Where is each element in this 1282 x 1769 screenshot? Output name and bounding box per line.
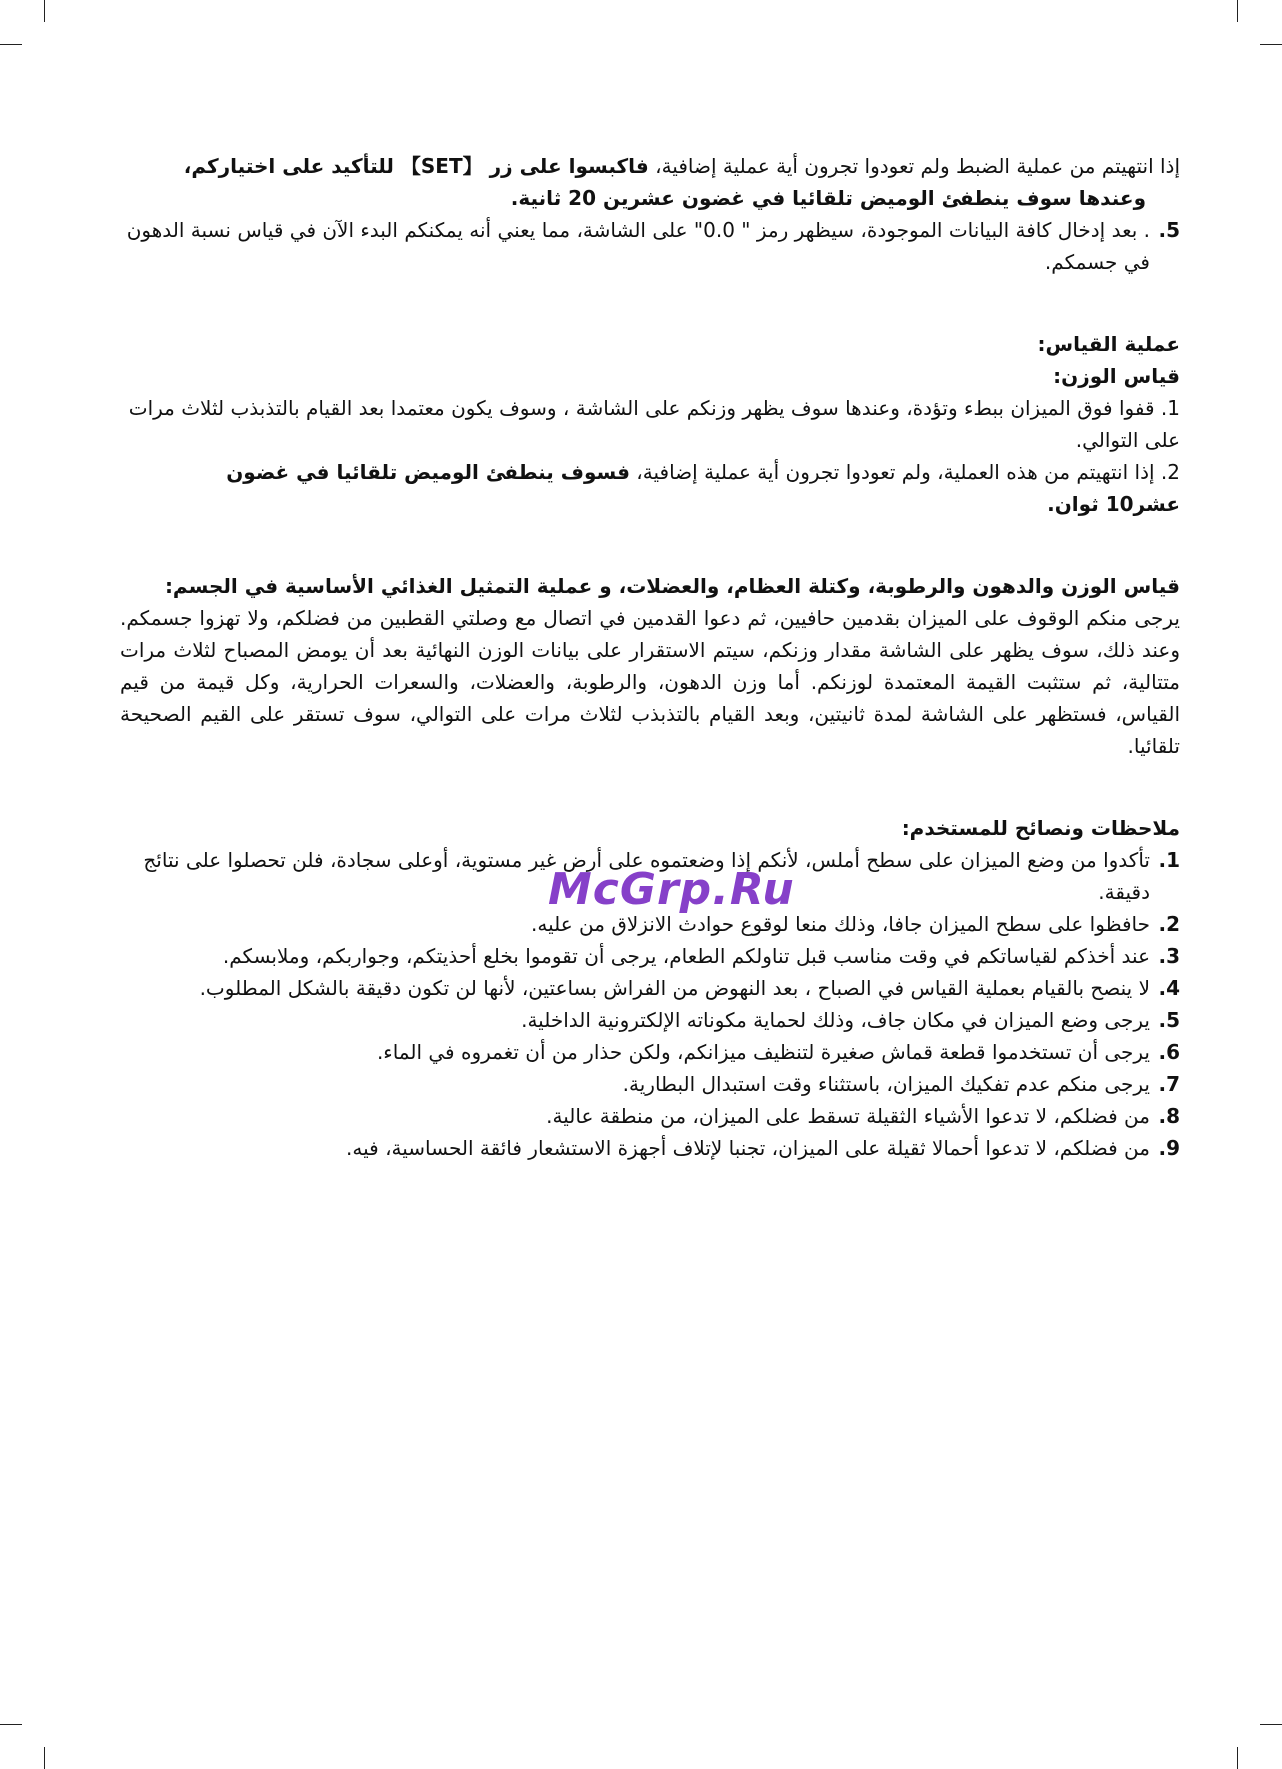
item-text-bold: فسوف ينطفئ الوميض تلقائيا في غضون عشر10 ثوان. — [226, 460, 1180, 516]
item-number: 4. — [1158, 976, 1180, 1000]
item-number: 2. — [1158, 912, 1180, 936]
crop-mark-top-right-h — [1260, 44, 1282, 45]
item-number: 6. — [1158, 1040, 1180, 1064]
crop-mark-bottom-right — [1237, 1747, 1238, 1769]
list-item — [120, 1004, 1180, 1036]
list-item — [120, 1036, 1180, 1068]
item-number: 8. — [1158, 1104, 1180, 1128]
body-composition-paragraph: يرجى منكم الوقوف على الميزان بقدمين حافيين، ثم دعوا القدمين في اتصال مع وصلتي القطبين من فضلكم، ولا تهزوا جسمكم. وعند ذلك، سوف يظهر على الشاشة مقدار وزنكم، سيتم الاستقرار على بيانات الوزن النهائية بعد أن يومض المصباح لثلاث مرات متتالية، ثم ستثبت القيمة المعتمدة لوزنكم. أما وزن الدهون، والرطوبة، والعضلات، والسعرات الحرارية، وكل قيمة من قيم القياس، فستظهر على الشاشة لمدة ثانيتين، وبعد القيام بالتذبذب لثلاث مرات على التوالي، سوف تستقر على القيم الصحيحة تلقائيا. — [120, 606, 1180, 758]
item-text: قفوا فوق الميزان ببطء وتؤدة، وعندها سوف يظهر وزنكم على الشاشة ، وسوف يكون معتمدا بعد القيام بالتذبذب لثلاث مرات على التوالي. — [128, 396, 1180, 452]
set-confirm-bold: فاكبسوا على زر 【SET】 للتأكيد على اختياركم، — [183, 154, 649, 178]
item-text: لا ينصح بالقيام بعملية القياس في الصباح ، بعد النهوض من الفراش بساعتين، لأنها لن تكون دقيقة بالشكل المطلوب. — [199, 976, 1150, 1000]
weight-subheading: قياس الوزن: — [1053, 364, 1180, 388]
list-item — [120, 1100, 1180, 1132]
list-item — [120, 1068, 1180, 1100]
item-number: 5. — [1158, 1008, 1180, 1032]
crop-mark-top-left-h — [0, 44, 22, 45]
list-item — [120, 972, 1180, 1004]
body-composition-heading: قياس الوزن والدهون والرطوبة، وكتلة العظام، والعضلات، و عملية التمثيل الغذائي الأساسية في الجسم: — [164, 574, 1180, 598]
crop-mark-bottom-left — [44, 1747, 45, 1769]
crop-mark-bottom-left-h — [0, 1724, 22, 1725]
list-item — [120, 940, 1180, 972]
item-number: 9. — [1158, 1136, 1180, 1160]
notes-heading: ملاحظات ونصائح للمستخدم: — [901, 816, 1180, 840]
item-number: 1. — [1160, 396, 1180, 420]
item-text: من فضلكم، لا تدعوا الأشياء الثقيلة تسقط على الميزان، من منطقة عالية. — [546, 1104, 1150, 1128]
item-number: 5. — [1158, 218, 1180, 242]
set-confirm-paragraph: إذا انتهيتم من عملية الضبط ولم تعودوا تجرون أية عملية إضافية، فاكبسوا على زر 【SET】 للتأكيد على اختياركم، — [183, 154, 1180, 178]
item-text: يرجى أن تستخدموا قطعة قماش صغيرة لتنظيف ميزانكم، ولكن حذار من أن تغمروه في الماء. — [376, 1040, 1150, 1064]
item-text: . بعد إدخال كافة البيانات الموجودة، سيظهر رمز " 0.0" على الشاشة، مما يعني أنه يمكنكم البدء الآن في قياس نسبة الدهون في جسمكم. — [126, 218, 1150, 274]
crop-mark-top-left — [44, 0, 45, 22]
item-text: يرجى منكم عدم تفكيك الميزان، باستثناء وقت استبدال البطارية. — [622, 1072, 1150, 1096]
document-page — [120, 150, 1180, 1164]
item-number: 2. — [1160, 460, 1180, 484]
measurement-heading: عملية القياس: — [1037, 332, 1180, 356]
item-number: 1. — [1158, 848, 1180, 872]
item-text: يرجى وضع الميزان في مكان جاف، وذلك لحماية مكوناته الإلكترونية الداخلية. — [521, 1008, 1150, 1032]
item-number: 3. — [1158, 944, 1180, 968]
item-text: إذا انتهيتم من هذه العملية، ولم تعودوا تجرون أية عملية إضافية، — [629, 460, 1155, 484]
watermark-logo: McGrp.Ru — [548, 864, 795, 915]
list-item — [120, 214, 1180, 278]
crop-mark-bottom-right-h — [1260, 1724, 1282, 1725]
item-number: 7. — [1158, 1072, 1180, 1096]
item-text: تأكدوا من وضع الميزان على سطح أملس، لأنكم إذا وضعتموه على أرض غير مستوية، أوعلى سجادة، فلن تحصلوا على نتائج دقيقة. — [143, 848, 1150, 904]
list-item — [120, 1132, 1180, 1164]
item-text: حافظوا على سطح الميزان جافا، وذلك منعا لوقوع حوادث الانزلاق من عليه. — [531, 912, 1150, 936]
weight-step-1 — [120, 392, 1180, 456]
flash-off-line: وعندها سوف ينطفئ الوميض تلقائيا في غضون عشرين 20 ثانية. — [510, 186, 1146, 210]
crop-mark-top-right — [1237, 0, 1238, 22]
item-text: عند أخذكم لقياساتكم في وقت مناسب قبل تناولكم الطعام، يرجى أن تقوموا بخلع أحذيتكم، وجواربكم، وملابسكم. — [222, 944, 1150, 968]
item-text: من فضلكم، لا تدعوا أحمالا ثقيلة على الميزان، تجنبا لإتلاف أجهزة الاستشعار فائقة الحساسية، فيه. — [346, 1136, 1150, 1160]
weight-step-2 — [120, 456, 1180, 520]
